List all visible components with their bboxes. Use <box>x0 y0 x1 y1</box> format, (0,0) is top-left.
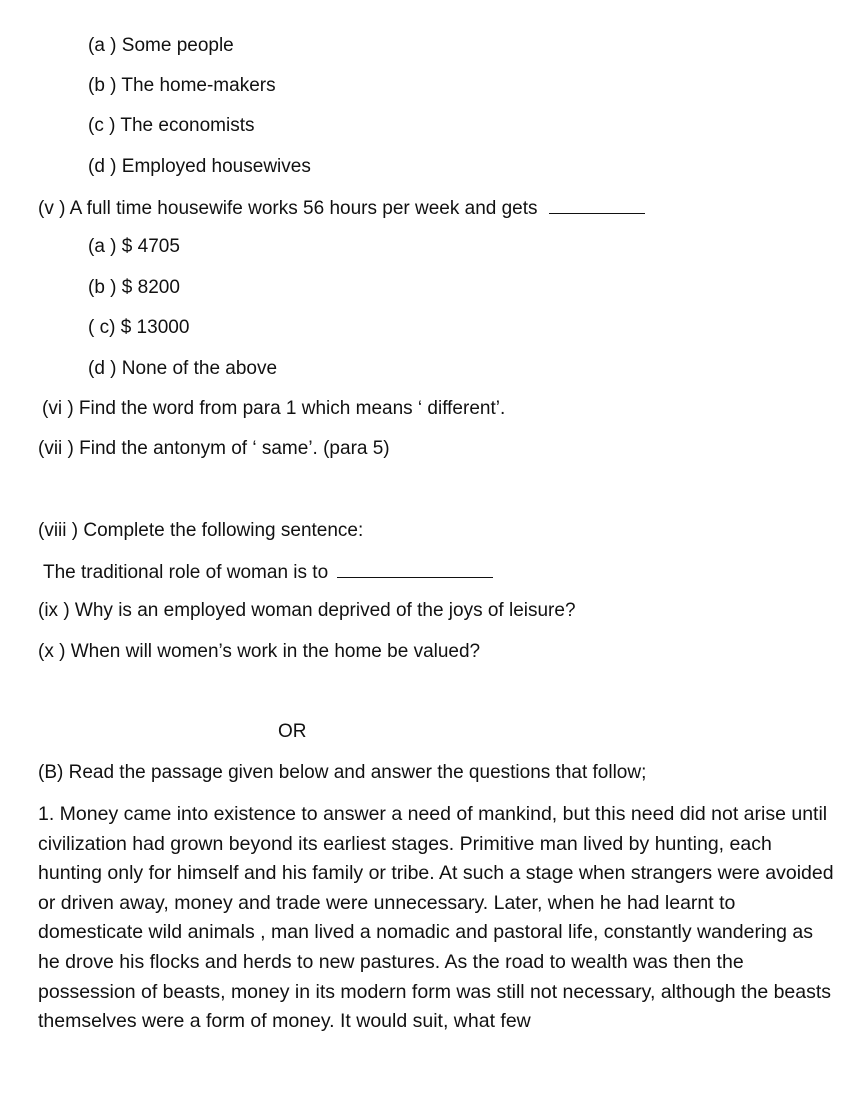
section-b-heading: (B) Read the passage given below and answer the questions that follow; <box>38 762 647 783</box>
question-7: (vii ) Find the antonym of ‘ same’. (para 5) <box>38 438 390 459</box>
q4-option-a: (a ) Some people <box>88 35 234 56</box>
question-5-text: (v ) A full time housewife works 56 hours per week and gets <box>38 198 538 219</box>
answer-blank <box>337 559 493 578</box>
q5-option-b: (b ) $ 8200 <box>88 277 180 298</box>
q4-option-c: (c ) The economists <box>88 115 255 136</box>
q4-option-b: (b ) The home-makers <box>88 75 276 96</box>
question-9: (ix ) Why is an employed woman deprived of the joys of leisure? <box>38 600 576 621</box>
question-8-sentence <box>43 559 493 585</box>
question-5 <box>38 195 645 221</box>
question-10: (x ) When will women’s work in the home be valued? <box>38 641 481 662</box>
q5-option-c: ( c) $ 13000 <box>88 317 190 338</box>
question-6: (vi ) Find the word from para 1 which means ‘ different’. <box>42 398 506 419</box>
question-8: (viii ) Complete the following sentence: <box>38 520 364 541</box>
question-8-sentence-text: The traditional role of woman is to <box>43 562 329 583</box>
q4-option-d: (d ) Employed housewives <box>88 156 311 177</box>
passage-paragraph-1: 1. Money came into existence to answer a need of mankind, but this need did not arise until civilization had grown beyond its earliest stages. Primitive man lived by hunting, each hunting only for himself and his family or tribe. At such a stage when strangers were avoided or driven away, money and trade were unnecessary. Later, when he had learnt to domesticate wild animals , man lived a nomadic and pastoral life, constantly wandering as he drove his flocks and herds to new pastures. As the road to wealth was then the possession of beasts, money in its modern form was still not necessary, although the beasts themselves were a form of money. It would suit, what few <box>38 803 834 1033</box>
or-divider: OR <box>278 721 307 742</box>
q5-option-d: (d ) None of the above <box>88 358 278 379</box>
q5-option-a: (a ) $ 4705 <box>88 236 180 257</box>
answer-blank <box>549 195 645 214</box>
